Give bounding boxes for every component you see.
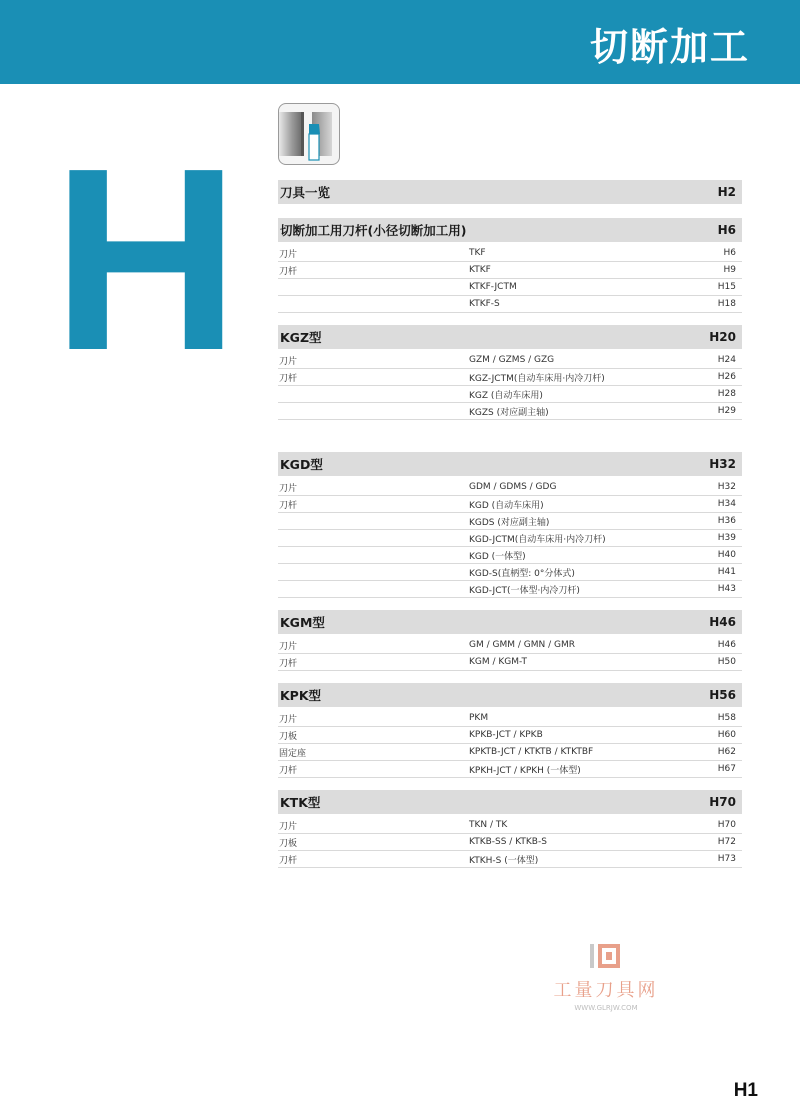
table-row[interactable]: KGZS (对应副主轴) H29 [278, 403, 742, 420]
contents-table [278, 180, 742, 868]
cutoff-tool-icon [278, 103, 340, 165]
table-row[interactable]: KGD-S(直柄型: 0°分体式) H41 [278, 564, 742, 581]
section-page: H20 [709, 330, 736, 344]
section-page: H56 [709, 688, 736, 702]
page-number: H1 [733, 1080, 758, 1101]
table-row[interactable]: 刀板 KPKB-JCT / KPKB H60 [278, 727, 742, 744]
section-header[interactable] [278, 325, 742, 349]
section-title: 切断加工用刀杆(小径切断加工用) [280, 223, 467, 238]
table-row[interactable]: 固定座 KPKTB-JCT / KTKTB / KTKTBF H62 [278, 744, 742, 761]
section-title: KPK型 [280, 688, 322, 703]
watermark [536, 942, 676, 1012]
table-row[interactable]: 刀片 PKM H58 [278, 710, 742, 727]
section-title: KTK型 [280, 795, 321, 810]
section-header[interactable] [278, 452, 742, 476]
section-header[interactable] [278, 218, 742, 242]
table-row[interactable]: 刀片 GZM / GZMS / GZG H24 [278, 352, 742, 369]
table-row[interactable]: KTKF-S H18 [278, 296, 742, 313]
chapter-letter: H [52, 115, 240, 405]
table-row[interactable]: 刀片 TKF H6 [278, 245, 742, 262]
section-header[interactable] [278, 610, 742, 634]
section-page: H6 [717, 223, 736, 237]
table-row[interactable]: 刀杆 KGD (自动车床用) H34 [278, 496, 742, 513]
section-tool-overview [278, 180, 742, 204]
section-title: KGZ型 [280, 330, 322, 345]
table-row[interactable]: 刀片 TKN / TK H70 [278, 817, 742, 834]
section-page: H2 [717, 185, 736, 199]
section-header[interactable] [278, 683, 742, 707]
table-row[interactable]: 刀杆 KPKH-JCT / KPKH (一体型) H67 [278, 761, 742, 778]
table-row[interactable]: 刀杆 KTKH-S (一体型) H73 [278, 851, 742, 868]
watermark-logo-icon [586, 942, 626, 970]
section-page: H46 [709, 615, 736, 629]
section-page: H70 [709, 795, 736, 809]
section-kgd [278, 452, 742, 598]
section-title: KGD型 [280, 457, 323, 472]
table-row[interactable]: 刀杆 KGM / KGM-T H50 [278, 654, 742, 671]
section-small-cutoff [278, 218, 742, 313]
section-page: H32 [709, 457, 736, 471]
section-kgz [278, 325, 742, 420]
table-row[interactable]: KGD-JCT(一体型·内冷刀杆) H43 [278, 581, 742, 598]
table-row[interactable]: KGD-JCTM(自动车床用·内冷刀杆) H39 [278, 530, 742, 547]
watermark-url: WWW.GLRJW.COM [574, 1004, 638, 1012]
table-row[interactable]: KGZ (自动车床用) H28 [278, 386, 742, 403]
page-title: 切断加工 [589, 25, 750, 69]
section-kgm [278, 610, 742, 671]
section-ktk [278, 790, 742, 868]
section-header[interactable] [278, 790, 742, 814]
table-row[interactable]: 刀杆 KTKF H9 [278, 262, 742, 279]
table-row[interactable]: KGDS (对应副主轴) H36 [278, 513, 742, 530]
header-banner [0, 0, 800, 84]
section-header[interactable] [278, 180, 742, 204]
table-row[interactable]: 刀片 GDM / GDMS / GDG H32 [278, 479, 742, 496]
section-title: 刀具一览 [280, 185, 331, 200]
table-row[interactable]: 刀片 GM / GMM / GMN / GMR H46 [278, 637, 742, 654]
table-row[interactable]: 刀板 KTKB-SS / KTKB-S H72 [278, 834, 742, 851]
section-kpk [278, 683, 742, 778]
section-title: KGM型 [280, 615, 325, 630]
watermark-text: 工量刀具网 [553, 980, 659, 1001]
table-row[interactable]: KGD (一体型) H40 [278, 547, 742, 564]
table-row[interactable]: 刀杆 KGZ-JCTM(自动车床用·内冷刀杆) H26 [278, 369, 742, 386]
table-row[interactable]: KTKF-JCTM H15 [278, 279, 742, 296]
